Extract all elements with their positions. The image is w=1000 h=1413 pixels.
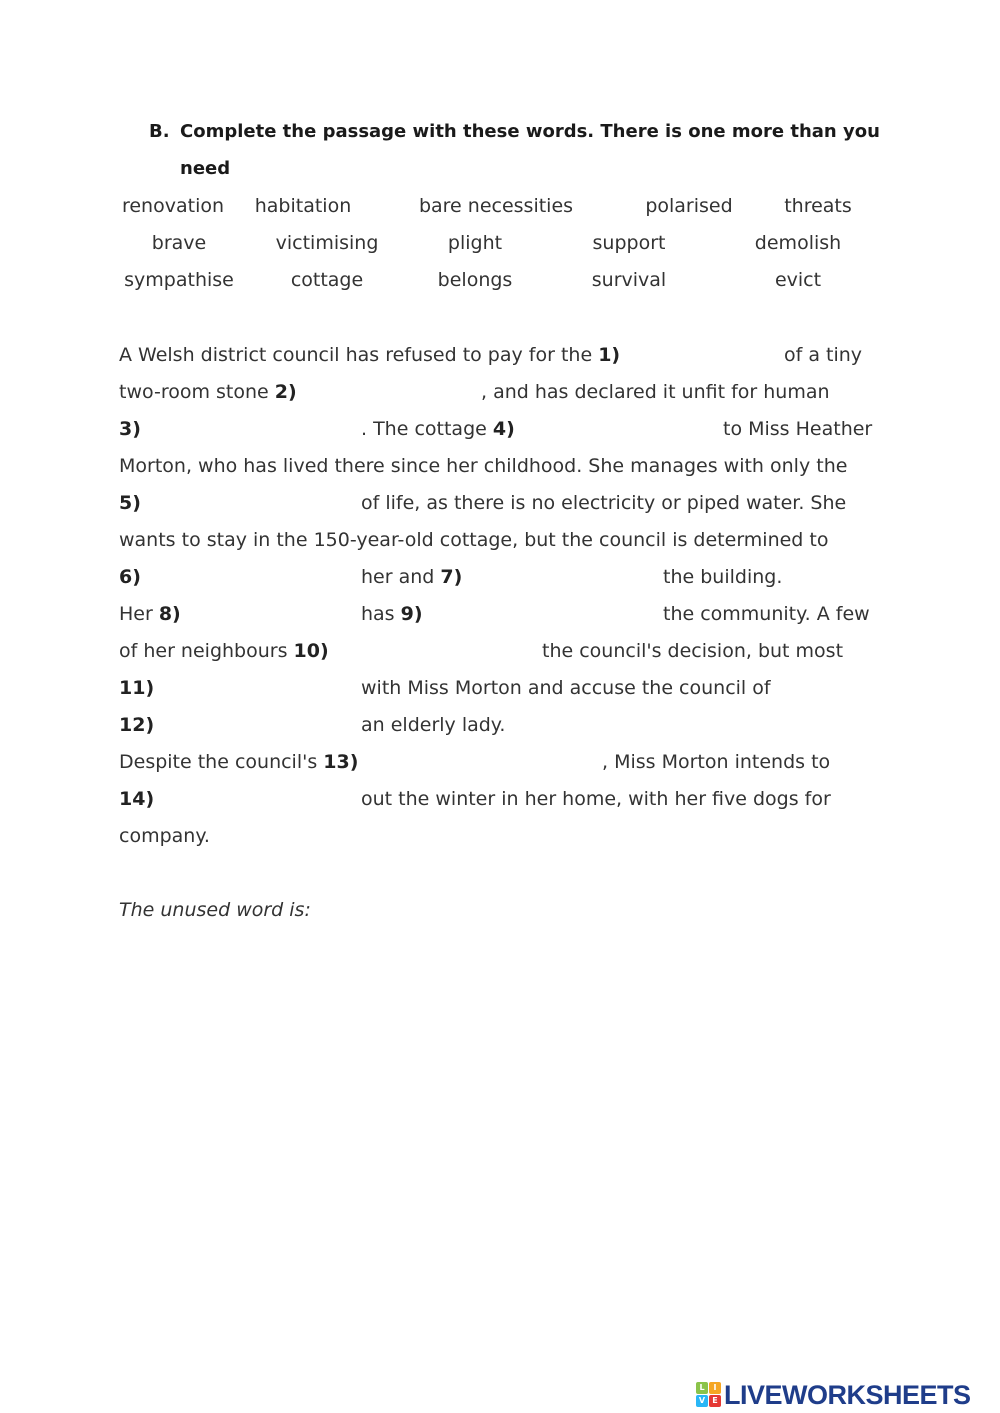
blank-number-1: 1) <box>598 344 621 366</box>
blank-number-11: 11) <box>119 677 155 699</box>
word-bank-item: belongs <box>437 269 513 291</box>
passage-text: out the winter in her home, with her five dogs for <box>361 788 831 810</box>
passage-line: . The cottage 4) <box>361 418 515 440</box>
blank-number-2: 2) <box>274 381 297 403</box>
word-bank-item: bare necessities <box>418 195 574 217</box>
passage-line: Morton, who has lived there since her childhood. She manages with only the <box>119 455 848 477</box>
passage-text: of a tiny <box>784 344 863 366</box>
unused-word-label: The unused word is: <box>119 899 311 921</box>
word-bank-item: support <box>592 232 666 254</box>
liveworksheets-logo-text: LIVEWORKSHEETS <box>724 1379 971 1410</box>
passage-text: , Miss Morton intends to <box>602 751 831 773</box>
blank-number-10: 10) <box>293 640 329 662</box>
word-bank-item: cottage <box>290 269 364 291</box>
blank-number-8: 8) <box>158 603 181 625</box>
passage-line: two-room stone 2) <box>119 381 297 403</box>
word-bank-item: demolish <box>754 232 842 254</box>
passage-line: wants to stay in the 150-year-old cottage, but the council is determined to <box>119 529 829 551</box>
blank-number-9: 9) <box>400 603 423 625</box>
word-bank-item: renovation <box>121 195 225 217</box>
passage-line: her and 7) <box>361 566 463 588</box>
heading-letter: B. <box>149 121 170 142</box>
passage-text: an elderly lady. <box>361 714 506 736</box>
passage-line: Despite the council's 13) <box>119 751 359 773</box>
word-bank-item: brave <box>151 232 207 254</box>
word-bank-item: evict <box>774 269 822 291</box>
blank-number-3: 3) <box>119 418 141 440</box>
blank-number-14: 14) <box>119 788 155 810</box>
passage-text: of life, as there is no electricity or piped water. She <box>361 492 847 514</box>
passage-text: with Miss Morton and accuse the council of <box>361 677 771 699</box>
passage-text: the community. A few <box>663 603 870 625</box>
word-bank-item: polarised <box>645 195 733 217</box>
passage-line: of her neighbours 10) <box>119 640 329 662</box>
word-bank-item: victimising <box>275 232 379 254</box>
blank-number-5: 5) <box>119 492 141 514</box>
liveworksheets-logo <box>696 1380 971 1410</box>
blank-number-4: 4) <box>492 418 515 440</box>
passage-text: the building. <box>663 566 783 588</box>
word-bank-item: threats <box>784 195 852 217</box>
heading-line-1: Complete the passage with these words. There is one more than you <box>180 121 880 142</box>
word-bank-item: sympathise <box>124 269 234 291</box>
passage-line: has 9) <box>361 603 423 625</box>
blank-number-12: 12) <box>119 714 155 736</box>
heading-line-2: need <box>180 158 231 179</box>
blank-number-7: 7) <box>440 566 463 588</box>
passage-text: the council's decision, but most <box>542 640 844 662</box>
blank-number-6: 6) <box>119 566 141 588</box>
liveworksheets-logo-icon: L I V E <box>696 1382 722 1408</box>
blank-number-13: 13) <box>323 751 359 773</box>
passage-line: A Welsh district council has refused to pay for the 1) <box>119 344 621 366</box>
passage-text: to Miss Heather <box>723 418 873 440</box>
passage-line: Her 8) <box>119 603 181 625</box>
passage-text: , and has declared it unfit for human <box>481 381 830 403</box>
passage-line: company. <box>119 825 210 847</box>
word-bank-item: habitation <box>254 195 352 217</box>
word-bank-item: plight <box>447 232 503 254</box>
word-bank-item: survival <box>591 269 667 291</box>
